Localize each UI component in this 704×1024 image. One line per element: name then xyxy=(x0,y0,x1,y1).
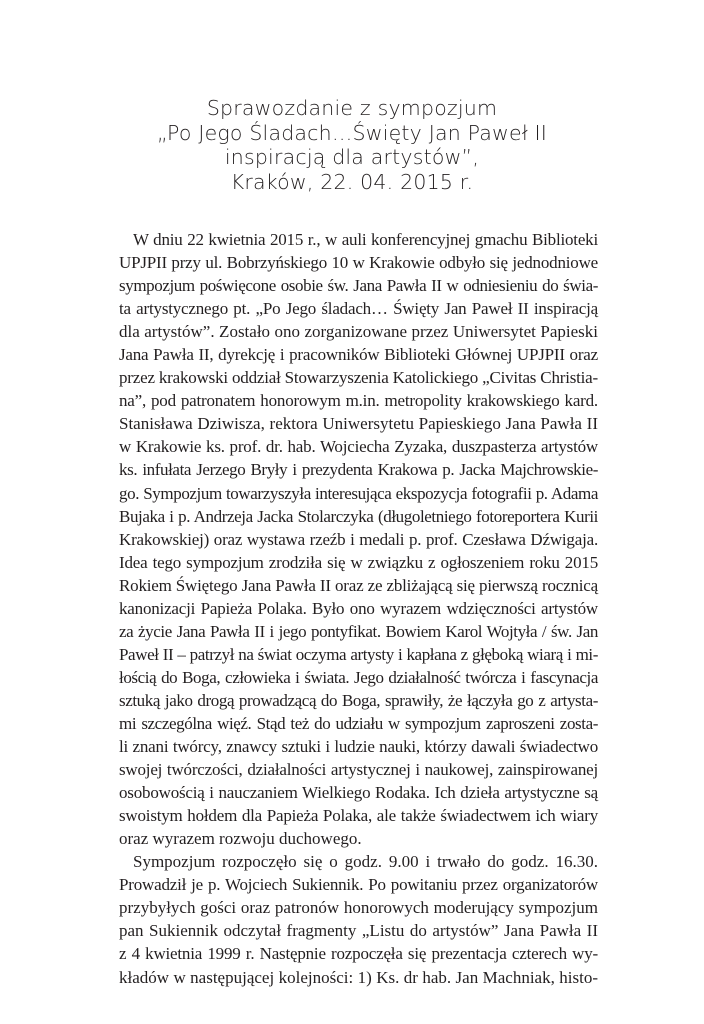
text-line: oraz wyrazem rozwoju duchowego. xyxy=(119,829,362,849)
text-line: Stanisława Dziwisza, rektora Uniwersytetu Papieskiego Jana Pawła II xyxy=(119,414,598,434)
text-line: za życie Jana Pawła II i jego pontyfikat. Bowiem Karol Wojtyła / św. Jan xyxy=(119,621,598,641)
text-line: ks. infułata Jerzego Bryły i prezydenta Krakowa p. Jacka Majchrowskie- xyxy=(119,460,598,480)
text-line: kładów w następującej kolejności: 1) Ks. dr hab. Jan Machniak, histo- xyxy=(119,967,598,987)
text-line: przez krakowski oddział Stowarzyszenia Katolickiego „Civitas Christia- xyxy=(119,368,598,388)
text-line: z 4 kwietnia 1999 r. Następnie rozpoczęła się prezentacja czterech wy- xyxy=(119,944,598,964)
paragraph-1 xyxy=(119,228,598,850)
text-line: Idea tego sympozjum zrodziła się w związku z ogłoszeniem roku 2015 xyxy=(119,552,598,572)
title-line: inspiracją dla artystów”, xyxy=(224,145,480,169)
text-line: pan Sukiennik odczytał fragmenty „Listu do artystów” Jana Pawła II xyxy=(119,921,598,941)
text-line: W dniu 22 kwietnia 2015 r., w auli konferencyjnej gmachu Biblioteki xyxy=(133,230,598,249)
text-line: UPJPII przy ul. Bobrzyńskiego 10 w Krakowie odbyło się jednodniowe xyxy=(119,253,598,273)
text-line: li znani twórcy, znawcy sztuki i ludzie nauki, którzy dawali świadectwo xyxy=(119,737,598,757)
text-line: Rokiem Świętego Jana Pawła II oraz ze zbliżającą się pierwszą rocznicą xyxy=(119,575,598,595)
title-line: Sprawozdanie z sympozjum xyxy=(206,96,498,120)
document-title xyxy=(110,96,594,194)
title-line: Kraków, 22. 04. 2015 r. xyxy=(230,169,474,194)
text-line: swojej twórczości, działalności artystycznej i naukowej, zainspirowanej xyxy=(119,760,598,780)
text-line: na”, pod patronatem honorowym m.in. metropolity krakowskiego kard. xyxy=(119,391,598,411)
text-line: dla artystów”. Zostało ono zorganizowane przez Uniwersytet Papieski xyxy=(119,322,598,342)
text-line: mi szczególna więź. Stąd też do udziału w sympozjum zaproszeni zosta- xyxy=(119,713,598,733)
text-line: w Krakowie ks. prof. dr. hab. Wojciecha Zyzaka, duszpasterza artystów xyxy=(119,437,598,457)
text-line: Sympozjum rozpoczęło się o godz. 9.00 i trwało do godz. 16.30. xyxy=(133,852,598,872)
paragraph-2 xyxy=(119,850,598,988)
text-line: Prowadził je p. Wojciech Sukiennik. Po powitaniu przez organizatorów xyxy=(119,875,598,895)
text-line: Bujaka i p. Andrzeja Jacka Stolarczyka (długoletniego fotoreportera Kurii xyxy=(119,506,598,526)
text-line: sztuką jako drogą prowadzącą do Boga, sprawiły, że łączyła go z artysta- xyxy=(119,690,598,710)
text-line: swoistym hołdem dla Papieża Polaka, ale także świadectwem ich wiary xyxy=(119,806,598,826)
text-line: Jana Pawła II, dyrekcję i pracowników Biblioteki Głównej UPJPII oraz xyxy=(119,345,598,365)
text-line: sympozjum poświęcone osobie św. Jana Pawła II w odniesieniu do świa- xyxy=(119,276,598,296)
text-line: go. Sympozjum towarzyszyła interesująca ekspozycja fotografii p. Adama xyxy=(119,483,598,503)
text-line: ta artystycznego pt. „Po Jego śladach… Święty Jan Paweł II inspiracją xyxy=(119,299,598,319)
text-line: Paweł II – patrzył na świat oczyma artysty i kapłana z głęboką wiarą i mi- xyxy=(119,644,598,664)
text-line: kanonizacji Papieża Polaka. Było ono wyrazem wdzięczności artystów xyxy=(119,598,598,618)
text-line: łością do Boga, człowieka i świata. Jego działalność twórcza i fascynacja xyxy=(119,667,598,687)
text-line: przybyłych gości oraz patronów honorowych moderujący sympozjum xyxy=(119,898,598,918)
text-line: Krakowskiej) oraz wystawa rzeźb i medali p. prof. Czesława Dźwigaja. xyxy=(119,529,598,549)
title-line: „Po Jego Śladach…Święty Jan Paweł II xyxy=(156,120,548,145)
text-line: osobowością i nauczaniem Wielkiego Rodaka. Ich dzieła artystyczne są xyxy=(119,783,598,803)
document-body xyxy=(119,228,598,989)
